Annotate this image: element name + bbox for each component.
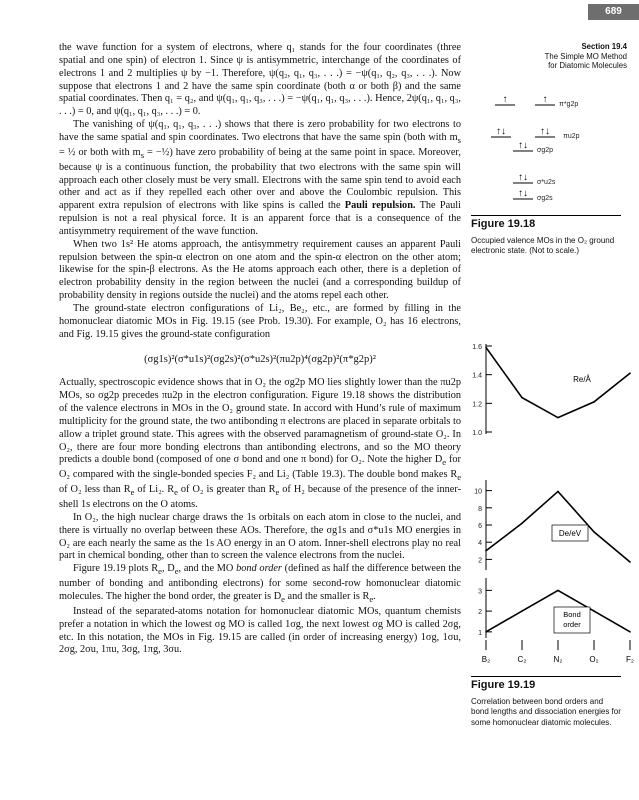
p8-text: Instead of the separated-atoms notation for homonuclear diatomic MOs, quantum chemists prefer a notation in which the lowest σg MO is called 1σg, the next lowest σg MO is called 2σg, etc. In this notation, the MOs in Fig. 19.15 are called (in order of increasing energy) 1σg, 1σu, 2σg, 2σu, 1πu, 3σg, 1πg, 3σu. <box>59 605 461 656</box>
label-sigma-g-2s: σg2s <box>537 195 553 202</box>
p5-c: of O₂ less than R <box>59 484 131 496</box>
figure-19-caption: Correlation between bond orders and bond lengths and dissociation energies for some homonuclear diatomic molecules. <box>471 697 621 727</box>
p2-a: The vanishing of ψ(q₁, q₁, q₃, . . .) shows that there is zero probability for two electrons to have the same spatial and spin coordinates. Two electrons that have the same spin (both with m <box>59 119 461 143</box>
chart-1-point-0 <box>485 550 487 552</box>
category-label-2: N₂ <box>553 655 563 664</box>
p7-sub3: e <box>281 594 285 605</box>
figure-19-chart <box>466 340 636 672</box>
chart-2-tick-label-0: 3 <box>478 588 482 596</box>
chart-1-tick-label-3: 4 <box>478 540 482 548</box>
label-sigma-star-u-2s: σ*u2s <box>537 179 556 186</box>
mo-level-pi-u-2p <box>491 126 580 140</box>
mo-level-sigma-g-2p <box>513 140 553 154</box>
chart-1-point-4 <box>629 561 631 563</box>
chart-2-point-2 <box>557 590 559 592</box>
chart-2-tick-label-2: 1 <box>478 629 482 637</box>
paragraph-3 <box>59 239 461 303</box>
chart-0-series-label: Re/Å <box>573 375 591 384</box>
figure-19-title: Figure 19.19 <box>471 676 621 691</box>
p1-text: the wave function for a system of electrons, where q₁ stands for the four coordinates (three spatial and one spin) of electron 1. Since ψ is antisymmetric, interchange of the coordinates of electrons 1 and 2 multiplies ψ by −1. Therefore, ψ(q₂, q₁, q₃, . . .) = −ψ(q₁, q₂, q₃, . . .). Now suppose that electrons 1 and 2 have the same spin coordinate (both α or both β) and the same spatial coordinates. Then q₁ = q₂, and ψ(q₁, q₁, q₃, . . .) = −ψ(q₁, q₁, q₃, . . .). Hence, 2ψ(q₁, q₁, q₃, . . .) = 0, and ψ(q₁, q₁, q₃, . . .) = 0. <box>59 42 461 118</box>
pauli-repulsion-term: Pauli repulsion. <box>344 200 416 212</box>
p3-text: When two 1s² He atoms approach, the antisymmetry requirement causes an apparent Pauli repulsion between the spin-α electron on one atom and the spin-α electron on the other atom; likewise for the spin-β electrons. As the He atoms approach each other, there is a depletion of electron probability density in the region between the nuclei (and a corresponding buildup of probability density in regions outside the nuclei) and the atoms repel each other. <box>59 238 461 302</box>
chart-1-tick-label-2: 6 <box>478 523 482 530</box>
o2-configuration-equation: (σg1s)²(σ*u1s)²(σg2s)²(σ*u2s)²(πu2p)⁴(σg2p)²(π*g2p)² <box>144 353 376 365</box>
paragraph-1 <box>59 42 461 119</box>
paragraph-5 <box>59 377 461 512</box>
p2-sub1: s <box>457 134 461 145</box>
mo-level-sigma-g-2s <box>513 188 553 202</box>
electron-sigma-g-2p: ↑↓ <box>518 140 528 151</box>
electron-sigma-star-u-2s: ↑↓ <box>518 172 528 183</box>
mo-level-sigma-star-u-2s <box>513 172 556 186</box>
figure-18-caption-block <box>471 215 629 257</box>
chart-1-tick-label-1: 8 <box>478 505 482 513</box>
p7-f: . <box>373 591 376 603</box>
p2-b: = ½ or both with m <box>59 146 141 158</box>
p2-c: = −½) have zero probability of being at the same point in space. Moreover, because ψ is a continuous function, the probability that two electrons with the same spin will approach each other closely must be very small. Electrons with the same spin tend to avoid each other and act as if they repelled each other over and above the Coulombic repulsion. This apparent extra repulsion of electrons with like spins is called the <box>59 146 461 212</box>
bond-order-term: bond order <box>236 563 282 575</box>
category-label-0: B₂ <box>481 655 491 664</box>
p5-sub5: e <box>275 487 280 498</box>
chart-1-tick-label-4: 2 <box>478 557 482 565</box>
chart-2-tick-label-1: 2 <box>478 609 482 617</box>
chart-0-point-1 <box>521 397 523 399</box>
figure-19-caption-block <box>471 676 629 728</box>
category-label-4: F₂ <box>626 655 634 664</box>
p5-sub1: e <box>442 457 447 468</box>
label-sigma-g-2p: σg2p <box>537 147 553 154</box>
chart-1-point-2 <box>557 491 559 493</box>
o2-mo-diagram <box>471 88 631 213</box>
section-number: Section 19.4 <box>581 42 627 51</box>
chart-1-point-1 <box>521 522 523 524</box>
chart-0-point-3 <box>593 401 595 403</box>
p7-a: Figure 19.19 plots R <box>73 563 159 575</box>
p5-b: for O₂ compared with the single-bonded species F₂ and Li₂ (Table 19.3). The double bond makes R <box>59 454 461 481</box>
chart-2-series-label-2: order <box>563 620 581 629</box>
p5-f: of H₂ because of the presence of the inner-shell 1s electrons on the O atoms. <box>59 484 462 511</box>
category-label-1: C₂ <box>517 655 527 664</box>
label-pi-u-2p: πu2p <box>563 133 580 140</box>
p7-d: (defined as half the difference between the number of bonding and antibonding electrons) for some second-row homonuclear diatomic molecules. The higher the bond order, the greater is D <box>59 563 461 603</box>
chart-1-tick-label-0: 10 <box>474 488 482 496</box>
chart-2-series-label-1: Bond <box>563 610 581 619</box>
mo-level-pi-star-g-2p <box>495 94 578 108</box>
chart-2-point-1 <box>521 610 523 612</box>
p5-e: of O₂ is greater than R <box>177 484 276 496</box>
p7-b: , D <box>161 563 175 575</box>
section-header <box>471 42 627 71</box>
main-text-column <box>59 42 461 657</box>
chart-2-point-4 <box>629 631 631 633</box>
chart-0-tick-label-1: 1.4 <box>472 372 482 380</box>
paragraph-6 <box>59 512 461 563</box>
p7-sub1: e <box>158 566 162 577</box>
paragraph-4 <box>59 303 461 342</box>
p7-c: , and the MO <box>178 563 237 575</box>
electron-pi-u-a: ↑↓ <box>496 126 506 137</box>
p7-e: and the smaller is R <box>284 591 370 603</box>
p5-d: of Li₂. R <box>134 484 175 496</box>
paragraph-8 <box>59 606 461 657</box>
section-title-line1: The Simple MO Method <box>544 51 627 61</box>
chart-0-tick-label-0: 1.6 <box>472 344 482 351</box>
page-number: 689 <box>588 4 639 20</box>
p4-text: The ground-state electron configurations of Li₂, Be₂, etc., are formed by filling in the homonuclear diatomic MOs in Fig. 19.15 (see Prob. 19.30). For example, O₂ has 16 electrons, and Fig. 19.15 gives the ground-state configuration <box>59 302 461 340</box>
p2-sub2: s <box>140 149 145 160</box>
label-pi-star-g-2p: π*g2p <box>559 101 579 108</box>
p7-sub4: e <box>369 594 374 605</box>
p6-text: In O₂, the high nuclear charge draws the 1s orbitals on each atom in close to the nuclei, and there is virtually no overlap between these AOs. Therefore, the σg1s and σ*u1s MO energies in O₂ are each nearly the same as the 1s AO energy in an O atom. Inner-shell electrons play no real part in chemical bonding, other than to screen the valence electrons from the nuclei. <box>59 511 461 562</box>
p7-sub2: e <box>174 566 179 577</box>
chart-0-point-0 <box>485 347 487 349</box>
category-label-3: O₂ <box>589 655 599 664</box>
chart-0-tick-label-2: 1.2 <box>472 401 482 409</box>
figure-18-caption: Occupied valence MOs in the O₂ ground electronic state. (Not to scale.) <box>471 236 615 256</box>
chart-1-point-3 <box>593 531 595 533</box>
chart-0-point-2 <box>557 417 559 419</box>
p5-a: Actually, spectroscopic evidence shows that in O₂ the σg2p MO lies slightly lower than the πu2p MOs, so σg2p precedes πu2p in the electron configuration. Figure 19.18 shows the distribution of the valence electrons in MOs in the O₂ ground state. In accord with Hund’s rule of maximum multiplicity for the ground state, the two antibonding π electrons are placed in separate orbitals to allow a triplet ground state. This agrees with the observed paramagnetism of ground-state O₂. In O₂, there are four more bonding electrons than antibonding electrons, and so the MO theory predicts a double bond (composed of one σ bond and one π bond) for O₂. Note the higher D <box>59 377 461 466</box>
paragraph-2 <box>59 119 461 239</box>
chart-1-series-label: De/eV <box>558 529 582 538</box>
electron-pi-u-b: ↑↓ <box>540 126 550 137</box>
electron-pi-star-a: ↑ <box>502 94 508 105</box>
p5-sub4: e <box>174 487 178 498</box>
p2-d: The Pauli repulsion is not a real physical force. It is an apparent force that is a consequence of the antisymmetry requirement of the wave function. <box>59 200 462 237</box>
chart-2-point-3 <box>593 610 595 612</box>
electron-pi-star-b: ↑ <box>542 94 548 105</box>
chart-0-tick-label-3: 1.0 <box>472 430 482 437</box>
chart-0-point-4 <box>629 372 631 374</box>
chart-2-point-0 <box>485 631 487 633</box>
figure-18-title: Figure 19.18 <box>471 215 621 230</box>
p5-sub2: e <box>457 472 461 483</box>
chart-0-line <box>486 347 630 417</box>
section-title-line2: for Diatomic Molecules <box>548 61 627 70</box>
paragraph-7 <box>59 563 461 606</box>
electron-sigma-g-2s: ↑↓ <box>518 188 528 199</box>
p5-sub3: e <box>130 487 135 498</box>
